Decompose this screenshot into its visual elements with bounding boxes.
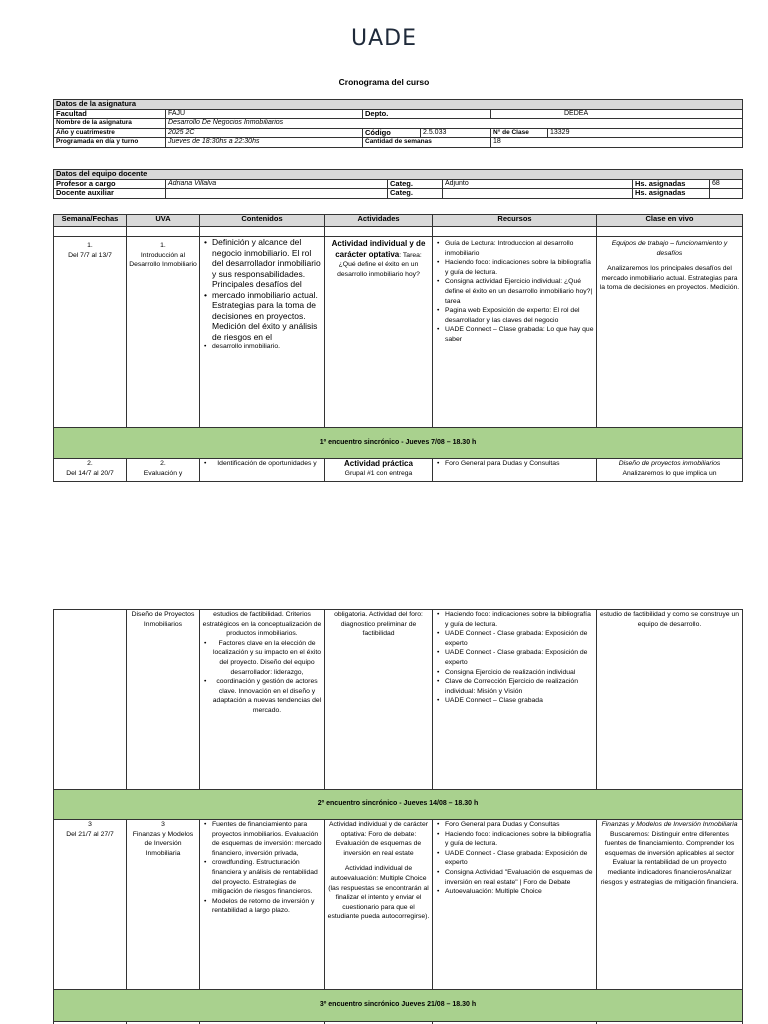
- table-row: [54, 610, 743, 790]
- week2-uva: Evaluación y: [143, 469, 183, 477]
- asignatura-table: [53, 99, 743, 148]
- week2b-vivo: estudio de factibilidad y como se construye un equipo de desarrollo.: [597, 610, 743, 790]
- week3-semana-cell: [54, 820, 127, 990]
- auxiliar-value: [166, 189, 388, 199]
- week1-act-title: Actividad individual y de carácter optativa: [331, 239, 426, 259]
- anio-value: 2025 2C: [166, 128, 363, 138]
- programada-label: Programada en día y turno: [54, 138, 166, 148]
- facultad-value: FAJU: [166, 109, 363, 119]
- week2-act-body: Grupal #1 con entrega: [344, 469, 413, 477]
- week2-actividades: [325, 459, 433, 482]
- week2-semana-cell: [54, 459, 127, 482]
- week2b-uva: Diseño de Proyectos Inmobiliarios: [127, 610, 200, 790]
- week3-vivo: [597, 820, 743, 990]
- table-row: [54, 820, 743, 990]
- list-item: • Definición y alcance del negocio inmobiliario. El rol del desarrollador inmobiliario y sus responsabilidades. Principales desafíos del: [202, 237, 322, 290]
- programada-value: Jueves de 18:30hs a 22:30hs: [166, 138, 363, 148]
- col-contenidos-header: Contenidos: [200, 215, 325, 227]
- week2b-recursos: [433, 610, 597, 790]
- week2-semana: 2.: [87, 460, 93, 467]
- hs2-label: Hs. asignadas: [633, 189, 710, 199]
- week1-fechas: Del 7/7 al 13/7: [68, 251, 112, 259]
- week2-contenidos: [200, 459, 325, 482]
- week2-vivo: [597, 459, 743, 482]
- list-item: • Identificación de oportunidades y: [202, 459, 322, 469]
- list-item: • Consigna Ejercicio de realización individual: [435, 668, 594, 678]
- list-item: • UADE Connect – Clase grabada: Lo que hay que saber: [435, 325, 594, 344]
- table-row: [54, 237, 743, 428]
- hs-value: 68: [710, 179, 743, 189]
- list-item: • desarrollo inmobiliario.: [202, 342, 322, 352]
- col-semana-header: Semana/Fechas: [54, 215, 127, 227]
- nombre-label: Nombre de la asignatura: [54, 119, 166, 129]
- depto-value: DEDEA: [491, 109, 743, 119]
- week1-vivo: [597, 237, 743, 428]
- col-recursos-header: Recursos: [433, 215, 597, 227]
- list-item: • Foro General para Dudas y Consultas: [435, 459, 594, 469]
- list-item: • Modelos de retorno de inversión y rentabilidad a largo plazo.: [202, 897, 322, 916]
- semanas-value: 18: [491, 138, 743, 148]
- week1-semana: 1.: [87, 242, 93, 249]
- week1-uva-num: 1.: [160, 242, 166, 249]
- list-item: • crowdfunding. Estructuración financiera y análisis de rentabilidad del proyecto. Estrategias de mitigación de riesgos financieros.: [202, 858, 322, 896]
- categ-label: Categ.: [388, 179, 443, 189]
- profesor-value: Adriana Villalva: [166, 179, 388, 189]
- list-item: • Pagina web Exposición de experto: El rol del desarrollador y las claves del negocio: [435, 306, 594, 325]
- week3-vivo-title: Finanzas y Modelos de Inversión Inmobiliaria: [601, 821, 738, 828]
- week2-fechas: Del 14/7 al 20/7: [66, 469, 114, 477]
- week3-fechas: Del 21/7 al 27/7: [66, 830, 114, 838]
- week2-vivo-body: Analizaremos lo que implica un: [622, 469, 717, 477]
- week2b-contenidos: [200, 610, 325, 790]
- week1-vivo-body: Analizaremos los principales desafíos del mercado inmobiliario actual. Estrategias para la toma de decisiones en proyectos. Medición.: [599, 265, 740, 292]
- col-vivo-header: Clase en vivo: [597, 215, 743, 227]
- week1-act-body: : Tarea: ¿Qué define el éxito en un desarrollo inmobiliario hoy?: [337, 251, 422, 278]
- week1-uva-cell: [127, 237, 200, 428]
- week2b-semana-cell: [54, 610, 127, 790]
- col-actividades-header: Actividades: [325, 215, 433, 227]
- week1-vivo-title: Equipos de trabajo – funcionamiento y desafíos: [611, 240, 728, 257]
- week1-semana-cell: [54, 237, 127, 428]
- week1-uva: Introducción al Desarrollo Inmobiliario: [129, 251, 197, 269]
- page-title: Cronograma del curso: [338, 77, 430, 87]
- list-item: • Haciendo foco: indicaciones sobre la bibliografía y guía de lectura.: [435, 258, 594, 277]
- week2-act-title: Actividad práctica: [344, 459, 413, 468]
- table-row: [54, 459, 743, 482]
- week2b-contenidos-pre: estudios de factibilidad. Criterios estratégicos en la conceptualización de productos inmobiliarios.: [202, 611, 322, 638]
- week1-recursos: [433, 237, 597, 428]
- asignatura-header: Datos de la asignatura: [54, 100, 743, 110]
- docente-table: [53, 169, 743, 199]
- facultad-label: Facultad: [54, 109, 166, 119]
- week1-actividades: [325, 237, 433, 428]
- list-item: • mercado inmobiliario actual. Estrategias para la toma de decisiones en proyectos. Medición del éxito y análisis de riesgos en el: [202, 290, 322, 343]
- uade-logo: UADE: [351, 26, 417, 51]
- col-uva-header: UVA: [127, 215, 200, 227]
- week3-uva-num: 3: [161, 821, 165, 828]
- week3-act-b: Actividad individual de autoevaluación: Multiple Choice (las respuestas se encontrarán al finalizar el intento y enviar el cuestionario para que el estudiante pueda autocorregirse).: [327, 865, 430, 921]
- list-item: • Guía de Lectura: Introduccion al desarrollo inmobiliario: [435, 239, 594, 258]
- codigo-value: 2.5.033: [421, 128, 491, 138]
- codigo-label: Código: [363, 128, 421, 138]
- week1-contenidos: [200, 237, 325, 428]
- schedule-table-page2: [53, 609, 743, 1024]
- list-item: • Haciendo foco: indicaciones sobre la bibliografía y guía de lectura.: [435, 610, 594, 629]
- nclase-label: N° de Clase: [491, 128, 548, 138]
- categ-value: Adjunto: [443, 179, 633, 189]
- anio-label: Año y cuatrimestre: [54, 128, 166, 138]
- week2-recursos: [433, 459, 597, 482]
- list-item: • UADE Connect - Clase grabada: Exposición de experto: [435, 648, 594, 667]
- nombre-value: Desarrollo De Negocios Inmobiliarios: [166, 119, 743, 129]
- week3-act-a: Actividad individual y de carácter optativa: Foro de debate: Evaluación de esquemas de inversión en real estate: [329, 821, 428, 857]
- week3-uva-cell: [127, 820, 200, 990]
- list-item: • Fuentes de financiamiento para proyectos inmobiliarios. Evaluación de esquemas de inversión: mercado financiero, inversión privada,: [202, 820, 322, 858]
- list-item: • Factores clave en la elección de localización y su impacto en el éxito del proyecto. Diseño del equipo desarrollador: liderazgo,: [202, 639, 322, 677]
- list-item: • Consigna Actividad "Evaluación de esquemas de inversión en real estate" | Foro de Debate: [435, 868, 594, 887]
- list-item: • Consigna actividad Ejercicio individual: ¿Qué define el éxito en un desarrollo inmobiliario hoy?| tarea: [435, 277, 594, 306]
- list-item: • Autoevaluación: Multiple Choice: [435, 887, 594, 897]
- week2-uva-cell: [127, 459, 200, 482]
- list-item: • UADE Connect - Clase grabada: Exposición de experto: [435, 629, 594, 648]
- hs2-value: [710, 189, 743, 199]
- categ2-value: [443, 189, 633, 199]
- list-item: • UADE Connect - Clase grabada: Exposición de experto: [435, 849, 594, 868]
- week3-recursos: [433, 820, 597, 990]
- encuentro-3-banner: 3º encuentro sincrónico Jueves 21/08 – 18.30 h: [54, 990, 743, 1022]
- week3-actividades: [325, 820, 433, 990]
- docente-header: Datos del equipo docente: [54, 170, 743, 180]
- list-item: • coordinación y gestión de actores clave. Innovación en el diseño y adaptación a nuevas tendencias del mercado.: [202, 677, 322, 715]
- week3-vivo-body: Buscaremos: Distinguir entre diferentes fuentes de financiamiento. Comprender los esquemas de inversión aplicables al sector Evaluar la rentabilidad de un proyecto mediante indicadores financierosAnalizar riesgos y estrategias de mitigación financiera.: [600, 830, 739, 886]
- profesor-label: Profesor a cargo: [54, 179, 166, 189]
- semanas-label: Cantidad de semanas: [363, 138, 491, 148]
- list-item: • UADE Connect – Clase grabada: [435, 696, 594, 706]
- week2-uva-num: 2.: [160, 460, 166, 467]
- categ2-label: Categ.: [388, 189, 443, 199]
- week2b-actividades: obligatoria. Actividad del foro: diagnostico preliminar de factibilidad: [325, 610, 433, 790]
- week3-contenidos: [200, 820, 325, 990]
- hs-label: Hs. asignadas: [633, 179, 710, 189]
- week3-semana: 3: [88, 821, 92, 828]
- nclase-value: 13329: [548, 128, 743, 138]
- week2-vivo-title: Diseño de proyectos inmobiliarios: [618, 460, 721, 467]
- list-item: • Haciendo foco: indicaciones sobre la bibliografía y guía de lectura.: [435, 830, 594, 849]
- list-item: • Clave de Corrección Ejercicio de realización individual: Misión y Visión: [435, 677, 594, 696]
- auxiliar-label: Docente auxiliar: [54, 189, 166, 199]
- schedule-table-page1: [53, 214, 743, 482]
- encuentro-2-banner: 2º encuentro sincrónico - Jueves 14/08 – 18.30 h: [54, 790, 743, 820]
- encuentro-1-banner: 1º encuentro sincrónico - Jueves 7/08 – 18.30 h: [54, 428, 743, 459]
- depto-label: Depto.: [363, 109, 491, 119]
- list-item: • Foro General para Dudas y Consultas: [435, 820, 594, 830]
- week3-uva: Finanzas y Modelos de Inversión Inmobiliaria: [132, 830, 194, 857]
